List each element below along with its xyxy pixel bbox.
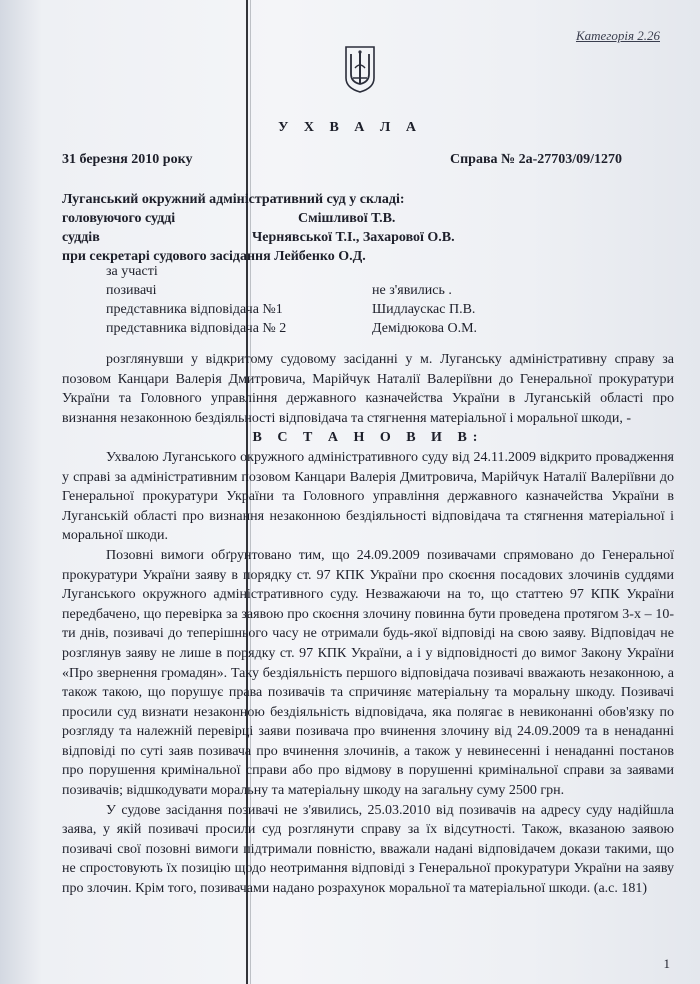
body-paragraph: Позовні вимоги обґрунтовано тим, що 24.09.2009 позивачами спрямовано до Генеральної прокуратури України заяву в порядку ст. 97 КПК України про скоєння посадових злочинів суддями Луганського окружного адміністративного суду. Незважаючи на то, що статтею 97 КПК України передбачено, що перевірка за заявою про скоєння злочину повинна бути проведена протягом 3-х – 10-ти днів, позивачі до теперішнього часу не отримали будь-якої відповіді на свою заяву. Відповідач не розглянув заяву не лише в порядку ст. 97 КПК України, а і у відповідності до вимог Закону України «Про звернення громадян». Таку бездіяльність першого відповідача позивачі вважають незаконною, а також такою, що порушує права позивачів та спричиняє матеріальну та моральну шкоду. Позивачі просили суд визнати незаконною бездіяльність відповідача, яка полягає в невиконанні обов'язку по розгляду та належній перевірці заяви позивача про вчинення злочину від 24.09.2009 та в ненаданні відповіді по суті заяв позивача про вчинення злочинів, а також у невинесенні і ненаданні постанов про порушення кримінальної справи або про відмову в порушенні кримінальної справи за заявами позивачів; відшкодувати моральну та матеріальну шкоду на загальну суму 2500 грн. [62, 547, 674, 799]
court-composition [62, 190, 662, 266]
document-title: У Х В А Л А [278, 120, 422, 135]
trident-emblem-icon [343, 44, 377, 94]
participant-label: представника відповідача №1 [106, 302, 283, 317]
judges-row [62, 228, 662, 247]
presiding-label: головуючого судді [62, 211, 176, 226]
participants [106, 262, 586, 338]
case-number: Справа № 2а-27703/09/1270 [450, 152, 623, 167]
section-heading: В С Т А Н О В И В: [252, 430, 484, 446]
participant-value: не з'явились . [372, 283, 452, 298]
intro-paragraph: розглянувши у відкритому судовому засіданні у м. Луганську адміністративну справу за позовом Канцари Валерія Дмитровича, Марійчук Наталії Валеріївни до Генеральної прокуратури України та Головного управління державного казначейства України в Луганській області про визнання незаконною бездіяльності відповідача та стягнення матеріальної і моральної шкоди, - [62, 352, 674, 426]
participant-row [106, 319, 586, 338]
presiding-row [62, 209, 662, 228]
document-body [62, 350, 674, 899]
participants-header: за участі [106, 264, 158, 279]
judges-label: суддів [62, 230, 100, 245]
document-date: 31 березня 2010 року [62, 152, 193, 167]
body-paragraph: У судове засідання позивачі не з'явились, 25.03.2010 від позивачів на адресу суду надійшла заява, у якій позивачі просили суд розглянути справу за їх відсутності. Також, вказаною заявою позивачі свої позовні вимоги підтримали повністю, вважали надані відповідачем докази такими, що не спростовують їх позицію щодо неотримання відповіді з Генеральної прокуратури України на заяву про злочин. Крім того, позивачами надано розрахунок моральної та матеріальної шкоди. (а.с. 181) [62, 802, 674, 897]
participant-value: Шидлаускас П.В. [372, 302, 476, 317]
participant-label: позивачі [106, 283, 157, 298]
page-number: 1 [663, 956, 670, 971]
participant-row [106, 300, 586, 319]
body-paragraph: Ухвалою Луганського окружного адміністративного суду від 24.11.2009 відкрито провадження у справі за адміністративним позовом Канцари Валерія Дмитровича, Марійчук Наталії Валеріївни до Генеральної прокуратури України та Головного управління державного казначейства України в Луганській області про визнання незаконною бездіяльності відповідача та стягнення матеріальної і моральної шкоди. [62, 449, 674, 544]
category-label: Категорія 2.26 [575, 28, 660, 43]
presiding-value: Смішливої Т.В. [298, 211, 396, 226]
secretary-line: при секретарі судового засідання Лейбенко О.Д. [62, 249, 366, 264]
composition-line: Луганський окружний адміністративний суд у складі: [62, 192, 405, 207]
participant-label: представника відповідача № 2 [106, 321, 287, 336]
judges-value: Чернявської Т.І., Захарової О.В. [252, 230, 455, 245]
participant-row [106, 281, 586, 300]
participant-value: Демідюкова О.М. [372, 321, 478, 336]
